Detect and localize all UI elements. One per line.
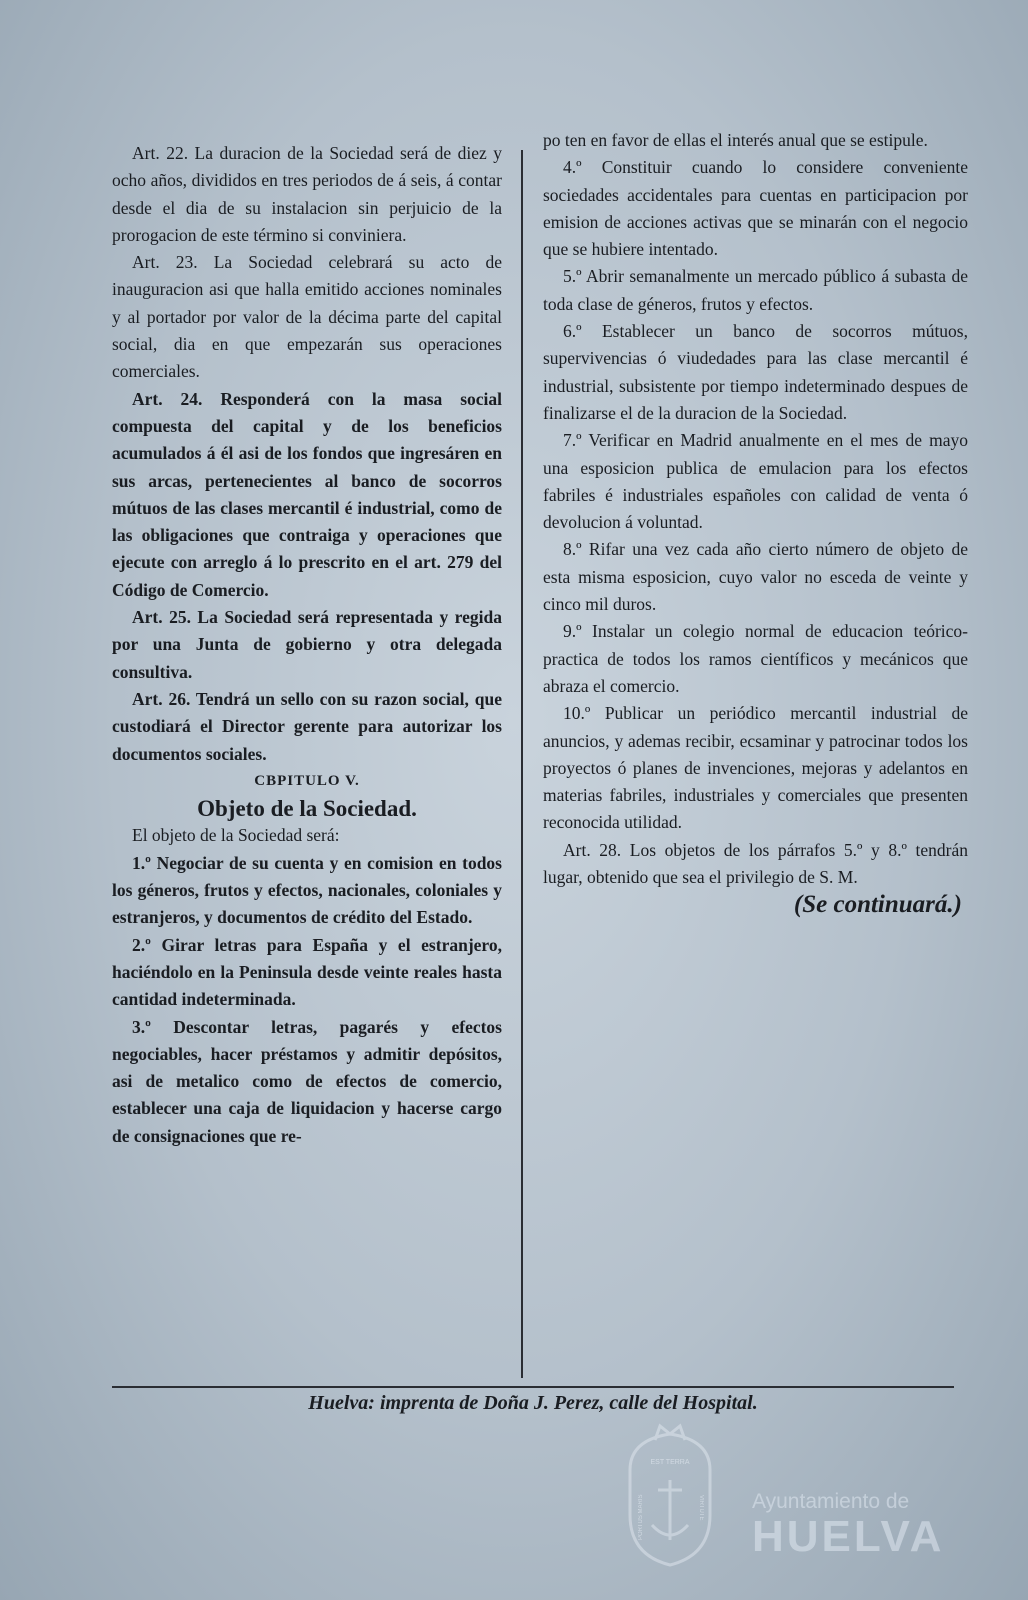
watermark-line-1: Ayuntamiento de <box>752 1490 910 1513</box>
article-25: Art. 25. La Sociedad será representada y regida por una Junta de gobierno y otra delegada consultiva. <box>112 607 502 682</box>
continued-text: po ten en favor de ellas el interés anual que se estipule. <box>543 130 928 150</box>
printer-imprint: Huelva: imprenta de Doña J. Perez, calle del Hospital. <box>308 1392 758 1414</box>
object-item-5: 5.º Abrir semanalmente un mercado público á subasta de toda clase de géneros, frutos y efectos. <box>543 266 968 314</box>
seal-banner-text: EST TERRA <box>650 1459 690 1466</box>
article-22: Art. 22. La duracion de la Sociedad será de diez y ocho años, divididos en tres periodos de á seis, á contar desde el dia de su instalacion sin perjuicio de la prorogacion de este término si conviniera. <box>112 143 502 245</box>
object-intro: El objeto de la Sociedad será: <box>132 825 340 846</box>
ayuntamiento-watermark <box>752 1490 944 1560</box>
object-item-6: 6.º Establecer un banco de socorros mútuos, supervivencias ó viudedades para las clase mercantil é industrial, subsistente por tiempo indeterminado despues de finalizarse el de la duracion de la Sociedad. <box>543 321 968 423</box>
object-item-7: 7.º Verificar en Madrid anualmente en el mes de mayo una esposicion publica de emulacion para los efectos fabriles é industriales españoles con calidad de venta ó devolucion á voluntad. <box>543 430 968 533</box>
city-seal-watermark-icon <box>610 1420 730 1570</box>
object-item-10: 10.º Publicar un periódico mercantil industrial de anuncios, y ademas recibir, ecsaminar y patrocinar todos los proyectos ó planes de invenciones, mejoras y adelantos en materias fabriles, industriales y comerciales que presenten reconocida utilidad. <box>543 703 968 833</box>
object-item-2: 2.º Girar letras para España y el estranjero, haciéndolo en la Peninsula desde veinte reales hasta cantidad indeterminada. <box>112 934 502 1010</box>
object-item-3: 3.º Descontar letras, pagarés y efectos negociables, hacer préstamos y admitir depósitos, asi de metalico como de efectos de comercio, establecer una caja de liquidacion y hacerse cargo de consignaciones que re- <box>112 1016 502 1146</box>
left-column <box>112 140 502 1150</box>
object-item-4: 4.º Constituir cuando lo considere conveniente sociedades accidentales para cuentas en participacion por emision de acciones activas que se minarán con el negocio que se hubiere intentado. <box>543 157 968 260</box>
object-item-1: 1.º Negociar de su cuenta y en comision en todos los géneros, frutos y efectos, nacionales, coloniales y estranjeros, y documentos de crédito del Estado. <box>112 852 502 928</box>
chapter-title: CBPITULO V. <box>254 772 360 789</box>
seal-left-text: PORTUS MARIS <box>638 1494 644 1540</box>
object-item-9: 9.º Instalar un colegio normal de educacion teórico-practica de todos los ramos científicos y mecánicos que abraza el comercio. <box>543 621 968 696</box>
column-divider <box>521 150 523 1378</box>
article-28: Art. 28. Los objetos de los párrafos 5.º y 8.º tendrán lugar, obtenido que sea el privilegio de S. M. <box>543 839 968 888</box>
object-item-8: 8.º Rifar una vez cada año cierto número de objeto de esta misma esposicion, cuyo valor no esceda de veinte y cinco mil duros. <box>543 539 968 615</box>
continuation-note: (Se continuará.) <box>793 891 962 919</box>
section-heading: Objeto de la Sociedad. <box>197 796 417 822</box>
article-26: Art. 26. Tendrá un sello con su razon social, que custodiará el Director gerente para autorizar los documentos sociales. <box>112 688 502 764</box>
seal-right-text: VIRTUTE <box>698 1495 704 1521</box>
article-23: Art. 23. La Sociedad celebrará su acto de inauguracion asi que halla emitido acciones nominales y al portador por valor de la décima parte del capital social, dia en que empezarán sus operaciones comerciales. <box>112 252 502 382</box>
article-24: Art. 24. Responderá con la masa social compuesta del capital y de los beneficios acumulados á él asi de los fondos que ingresáren en sus arcas, pertenecientes al banco de socorros mútuos de las clases mercantil é industrial, como de las obligaciones que contraiga y operaciones que ejecute con arreglo á lo prescrito en el art. 279 del Código de Comercio. <box>112 388 502 600</box>
right-column <box>543 127 968 919</box>
footer-rule <box>112 1386 954 1388</box>
watermark-line-2: HUELVA <box>752 1512 945 1561</box>
